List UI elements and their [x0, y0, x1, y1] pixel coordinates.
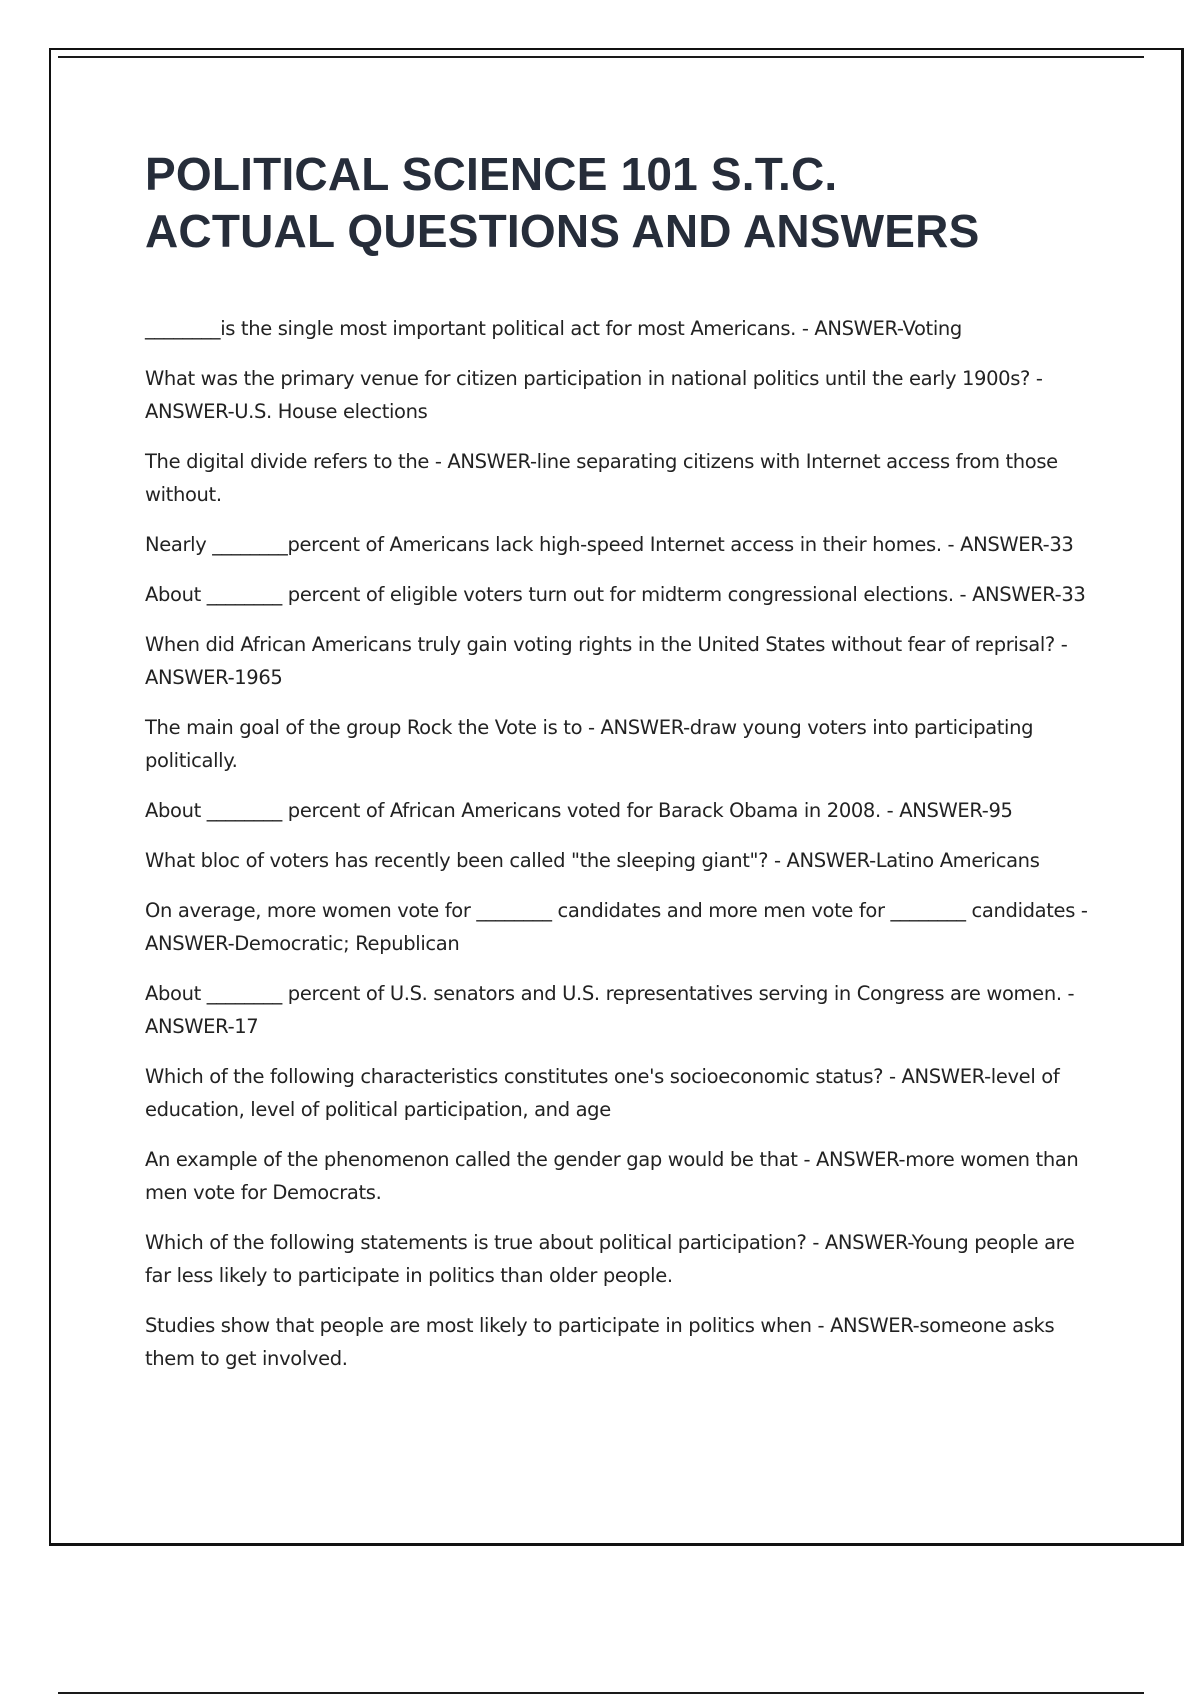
qa-item: About ________ percent of U.S. senators and U.S. representatives serving in Congress are women. - ANSWER-17 — [145, 982, 1075, 1038]
qa-item: Studies show that people are most likely to participate in politics when - ANSWER-someone asks them to get involved. — [145, 1314, 1055, 1370]
qa-item: What bloc of voters has recently been called "the sleeping giant"? - ANSWER-Latino Americans — [145, 849, 1040, 872]
qa-item: ________is the single most important political act for most Americans. - ANSWER-Voting — [145, 317, 962, 340]
qa-item: Which of the following characteristics constitutes one's socioeconomic status? - ANSWER-level of education, level of political participation, and age — [145, 1065, 1060, 1121]
qa-item: What was the primary venue for citizen participation in national politics until the early 1900s? - ANSWER-U.S. House elections — [145, 367, 1043, 423]
qa-item: An example of the phenomenon called the gender gap would be that - ANSWER-more women than men vote for Democrats. — [145, 1148, 1079, 1204]
document-title-line-2: ACTUAL QUESTIONS AND ANSWERS — [145, 205, 980, 257]
qa-item: About ________ percent of eligible voters turn out for midterm congressional elections. - ANSWER-33 — [145, 583, 1086, 606]
top-rule-divider — [58, 56, 1144, 58]
qa-item: Nearly ________percent of Americans lack high-speed Internet access in their homes. - ANSWER-33 — [145, 533, 1074, 556]
qa-item: Which of the following statements is true about political participation? - ANSWER-Young people are far less likely to participate in politics than older people. — [145, 1231, 1075, 1287]
qa-item: On average, more women vote for ________ candidates and more men vote for ________ candidates - ANSWER-Democratic; Republican — [145, 899, 1088, 955]
document-title-line-1: POLITICAL SCIENCE 101 S.T.C. — [145, 148, 838, 200]
qa-item: The main goal of the group Rock the Vote is to - ANSWER-draw young voters into participating politically. — [145, 716, 1034, 772]
qa-item: When did African Americans truly gain voting rights in the United States without fear of reprisal? - ANSWER-1965 — [145, 633, 1068, 689]
qa-item: About ________ percent of African Americans voted for Barack Obama in 2008. - ANSWER-95 — [145, 799, 1013, 822]
qa-item: The digital divide refers to the - ANSWER-line separating citizens with Internet access from those without. — [145, 450, 1058, 506]
question-answer-list — [145, 312, 1090, 1392]
bottom-rule-divider — [58, 1692, 1144, 1694]
document-title — [145, 146, 1135, 260]
